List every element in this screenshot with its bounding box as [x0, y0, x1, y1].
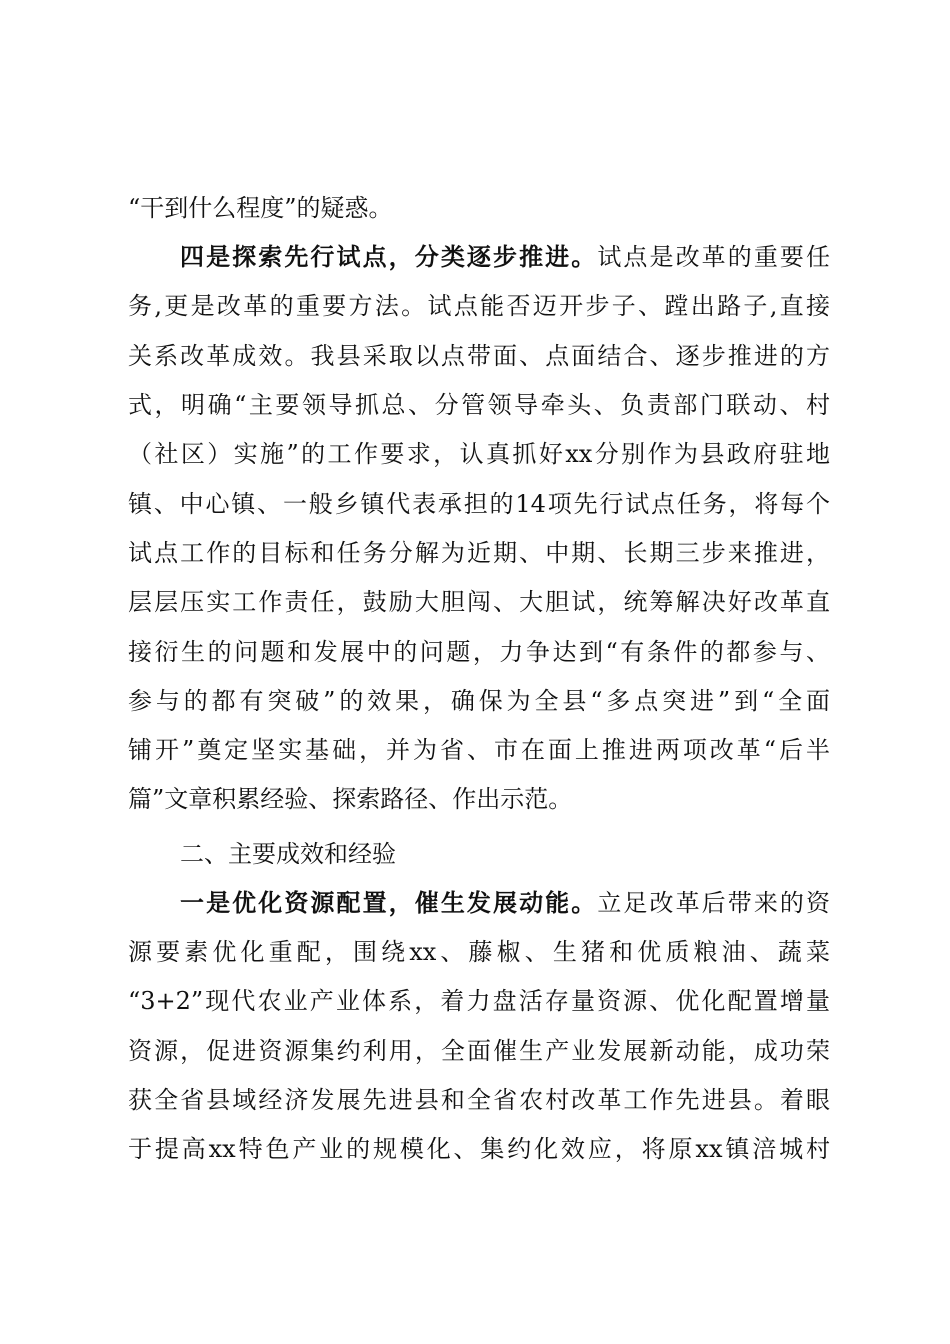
line-text: 立足改革后带来的资 [597, 889, 831, 917]
line-text: 试点工作的目标和任务分解为近期、中期、长期三步来推进， [128, 539, 830, 567]
paragraph-line [128, 1131, 830, 1167]
paragraph-line [128, 436, 830, 472]
paragraph-line [128, 732, 830, 768]
line-text: 关系改革成效。我县采取以点带面、点面结合、逐步推进的方 [128, 342, 830, 370]
paragraph-line [128, 885, 830, 921]
line-text: 于提高xx特色产业的规模化、集约化效应，将原xx镇涪城村 [128, 1135, 830, 1163]
paragraph-line [128, 634, 830, 670]
section-heading-text: 二、主要成效和经验 [180, 840, 396, 868]
line-text: 参与的都有突破”的效果，确保为全县“多点突进”到“全面 [128, 687, 830, 715]
paragraph-line [128, 1082, 830, 1118]
line-text: 篇”文章积累经验、探索路径、作出示范。 [128, 785, 573, 813]
line-text: 铺开”奠定坚实基础，并为省、市在面上推进两项改革“后半 [128, 736, 830, 764]
paragraph-line [128, 486, 830, 522]
paragraph-lead-heading: 一是优化资源配置，催生发展动能。 [180, 889, 598, 917]
line-text: 获全省县域经济发展先进县和全省农村改革工作先进县。着眼 [128, 1086, 830, 1114]
paragraph-line [128, 338, 830, 374]
paragraph-line [128, 387, 830, 423]
line-text: 务,更是改革的重要方法。试点能否迈开步子、蹚出路子,直接 [128, 292, 830, 320]
paragraph-line [128, 1033, 830, 1069]
line-text: “3+2”现代农业产业体系，着力盘活存量资源、优化配置增量 [128, 987, 830, 1015]
line-text: （社区）实施”的工作要求，认真抓好xx分别作为县政府驻地 [128, 440, 830, 468]
line-text: 接衍生的问题和发展中的问题，力争达到“有条件的都参与、 [128, 638, 830, 666]
paragraph-lead-heading: 四是探索先行试点，分类逐步推进。 [180, 243, 598, 271]
line-text: 式，明确“主要领导抓总、分管领导牵头、负责部门联动、村 [128, 391, 830, 419]
section-heading [128, 836, 830, 872]
paragraph-line [128, 239, 830, 275]
line-text: “干到什么程度”的疑惑。 [128, 194, 393, 222]
line-text: 试点是改革的重要任 [597, 243, 831, 271]
line-text: 资源，促进资源集约利用，全面催生产业发展新动能，成功荣 [128, 1037, 830, 1065]
paragraph-line [128, 190, 830, 226]
line-text: 源要素优化重配，围绕xx、藤椒、生猪和优质粮油、蔬菜 [128, 938, 830, 966]
line-text: 层层压实工作责任，鼓励大胆闯、大胆试，统筹解决好改革直 [128, 588, 830, 616]
paragraph-line [128, 683, 830, 719]
paragraph-line [128, 288, 830, 324]
line-text: 镇、中心镇、一般乡镇代表承担的14项先行试点任务，将每个 [128, 490, 830, 518]
paragraph-line [128, 584, 830, 620]
paragraph-line [128, 535, 830, 571]
paragraph-line [128, 983, 830, 1019]
paragraph-line [128, 781, 830, 817]
paragraph-line [128, 934, 830, 970]
